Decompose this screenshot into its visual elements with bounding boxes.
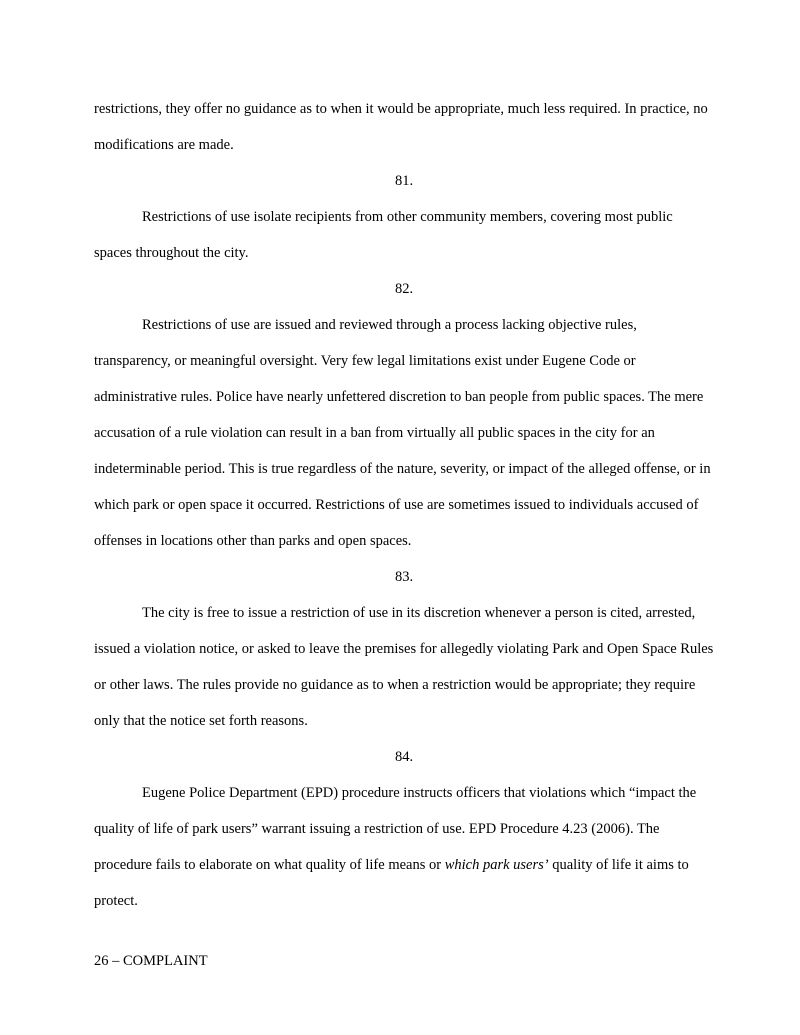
paragraph-number-82: 82. — [394, 281, 414, 297]
paragraph-number-81: 81. — [394, 173, 414, 189]
paragraph-number-84: 84. — [394, 749, 414, 765]
document-body — [94, 91, 714, 919]
paragraph-84 — [94, 775, 714, 919]
paragraph-82: Restrictions of use are issued and reviewed through a process lacking objective rules, transparency, or meaningful oversight. Very few legal limitations exist under Eugene Code or administrative rules. Police have nearly unfettered discretion to ban people from public spaces. The mere accusation of a rule violation can result in a ban from virtually all public spaces in the city for an indeterminable period. This is true regardless of the nature, severity, or impact of the alleged offense, or in which park or open space it occurred. Restrictions of use are sometimes issued to individuals accused of offenses in locations other than parks and open spaces. — [94, 317, 711, 549]
paragraph-number-83: 83. — [394, 569, 414, 585]
continuation-paragraph: restrictions, they offer no guidance as to when it would be appropriate, much less required. In practice, no modifications are made. — [94, 101, 708, 153]
paragraph-84-italic-text: which park users’ — [444, 857, 549, 873]
paragraph-81: Restrictions of use isolate recipients from other community members, covering most public spaces throughout the city. — [94, 209, 673, 261]
page-footer: 26 – COMPLAINT — [94, 953, 208, 969]
paragraph-83: The city is free to issue a restriction of use in its discretion whenever a person is cited, arrested, issued a violation notice, or asked to leave the premises for allegedly violating Park and Open Space Rules or other laws. The rules provide no guidance as to when a restriction would be appropriate; they require only that the notice set forth reasons. — [94, 605, 714, 729]
paragraph-84-text-end: quality of life it aims to protect. — [94, 857, 689, 909]
paragraph-84-text-start: Eugene Police Department (EPD) procedure instructs officers that violations which “impact the quality of life of park users” warrant issuing a restriction of use. EPD Procedure 4.23 (2006). The procedure fails to elaborate on what quality of life means or — [94, 785, 697, 873]
